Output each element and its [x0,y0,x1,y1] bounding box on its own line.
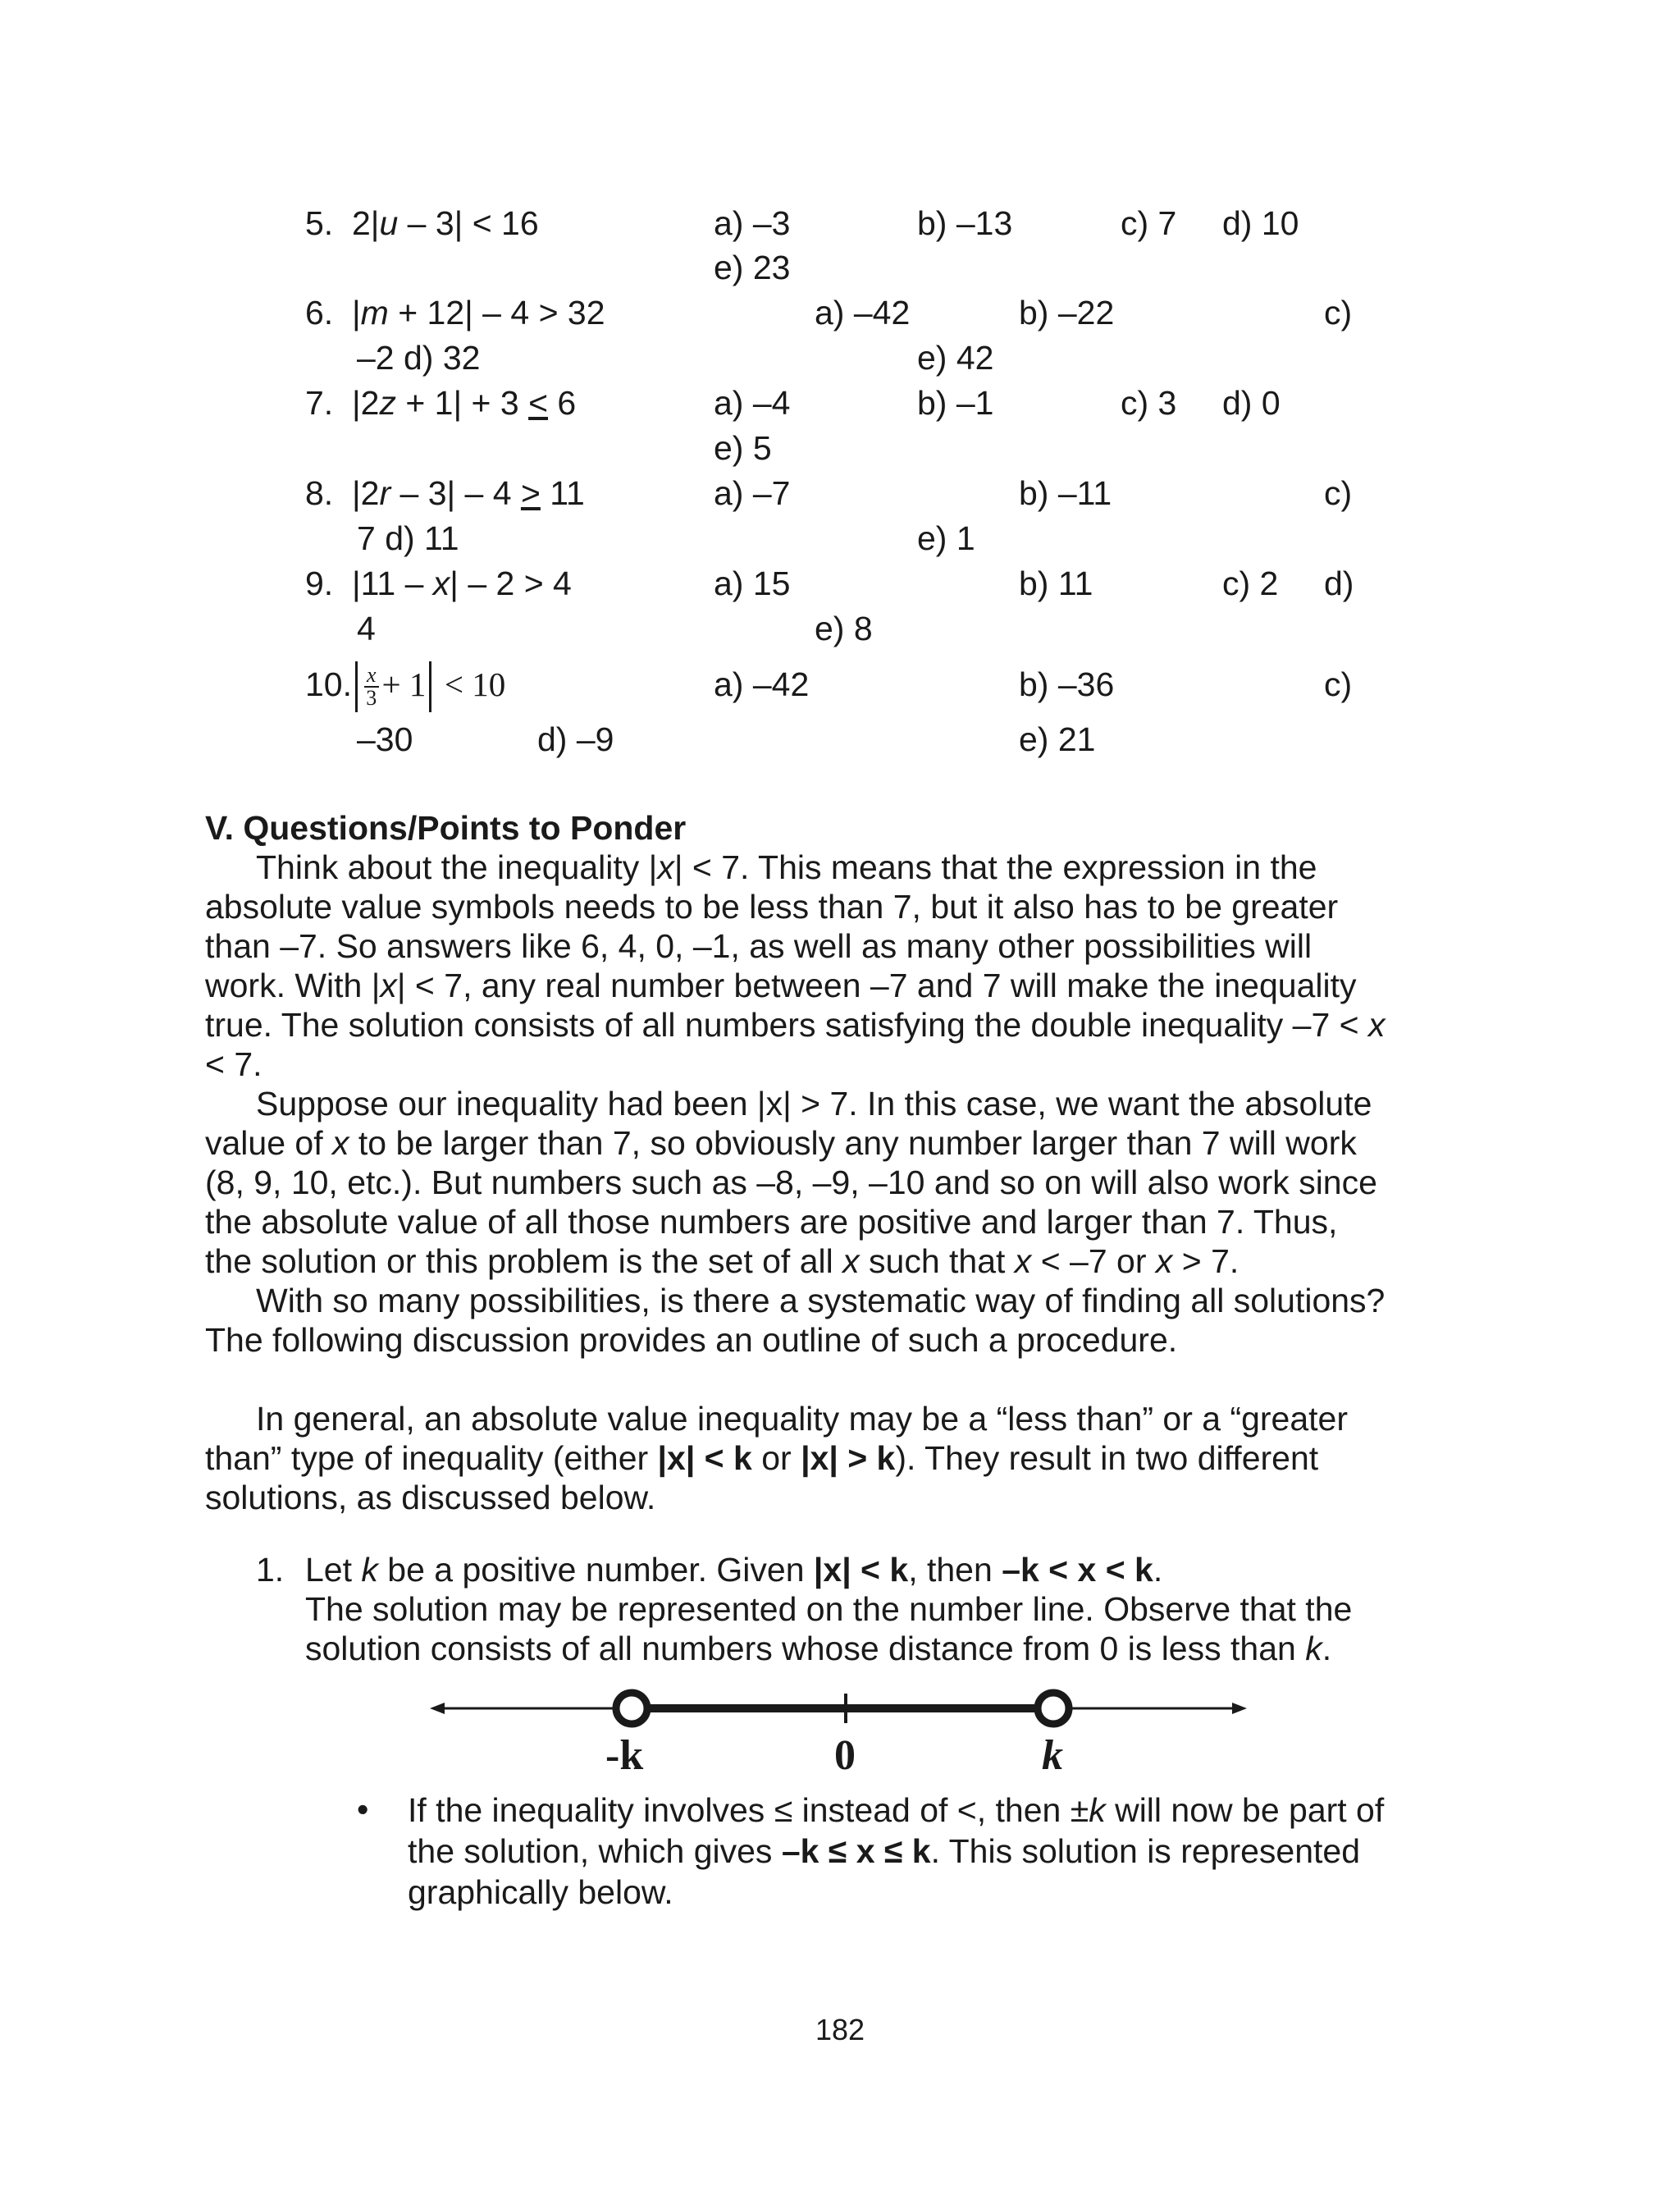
choice-e: e) 42 [917,339,994,377]
problem-5 [305,203,539,243]
fraction-plus: + 1 [381,665,427,703]
bold-expr: –k ≤ x ≤ k [781,1832,931,1870]
le-symbol: < [528,384,549,422]
text-run: be a positive number. Given [377,1551,814,1589]
choice-a: a) –4 [714,384,791,422]
bullet-item [408,1790,1392,1913]
problem-var: u [379,204,399,242]
problem-var: x [432,565,450,602]
text-run: In general, an absolute value inequality may be a “less than” or a “greater than” type of inequality (either [205,1400,1348,1477]
text-run: Let [305,1551,362,1589]
problem-expr-rest: – 3| – 4 [390,474,521,512]
problem-expr-rest: – 3| < 16 [398,204,539,242]
choice-e: e) 1 [917,519,975,557]
choice-a: a) 15 [714,565,791,602]
text-run: , then [908,1551,1002,1589]
choice-b: b) –1 [917,384,994,422]
problem-number: 10. [305,665,352,703]
var-x: x [1014,1242,1032,1280]
text-run: < –7 or [1031,1242,1156,1280]
problem-expr: |2 [352,384,380,422]
text-run: to be larger than 7, so obviously any number larger than 7 will work (8, 9, 10, etc.). But numbers such as –8, –9, –10 and so on will also work since the absolute value of all those numbers are positive and larger than 7. Thus, the solution or this problem is the set of all [205,1124,1377,1280]
choice-b: b) –13 [917,204,1013,242]
text-run: ). They result in two different solutions, as discussed below. [205,1439,1319,1516]
var-k: k [1089,1791,1106,1829]
ge-symbol: > [520,474,541,512]
text-run: . [1153,1551,1163,1589]
text-run: . [1322,1630,1332,1667]
paragraph-2 [205,1084,1386,1281]
paragraph-3: With so many possibilities, is there a systematic way of finding all solutions? The following discussion provides an outline of such a procedure. [205,1282,1386,1359]
open-circle-left [616,1693,647,1724]
text-run: Think about the inequality | [256,848,658,886]
spacer [205,1360,1386,1399]
choice-a: a) –42 [815,294,911,331]
var-k: k [1305,1630,1322,1667]
choice-c: c) [1324,294,1353,331]
choice-d: d) [1324,565,1354,602]
page-number: 182 [815,2013,865,2046]
problem-expr-tail: 11 [540,474,585,512]
problem-var: z [379,384,396,422]
problem-number: 9. [305,565,334,602]
problem-var: r [379,474,391,512]
problem-9 [305,564,572,603]
bullet-icon: • [357,1790,369,1828]
problem-10 [305,658,505,712]
problem-expr: 2| [352,204,380,242]
bold-expr: |x| > k [801,1439,896,1477]
problem-continuation: –30 [357,720,413,758]
choice-d: d) 10 [1222,204,1299,242]
fraction-numerator: x [364,665,379,688]
choice-b: b) –36 [1019,665,1115,703]
text-run: will now be part of the solution, which gives [408,1791,1385,1870]
text-run: | < 7, any real number between –7 and 7 will make the inequality true. The solution consists of all numbers satisfying the double inequality –7 < [205,967,1368,1044]
problem-expr: |11 – [352,565,433,602]
problem-expr-rest: < 10 [444,665,506,703]
var-x: x [1367,1006,1386,1044]
section-heading: V. Questions/Points to Ponder [205,809,687,847]
problem-var: m [360,294,389,331]
bold-expr: –k < x < k [1002,1551,1153,1589]
var-x: x [332,1124,349,1162]
choice-c: c) 3 [1121,384,1177,422]
text-run: | < 7. This means that the expression in the absolute value symbols needs to be less than 7, but it also has to be greater than –7. So answers like 6, 4, 0, –1, as well as many other possibilities will work. With | [205,848,1339,1004]
problem-expr-tail: 6 [548,384,577,422]
choice-c: c) 7 [1121,204,1177,242]
label-zero: 0 [834,1732,856,1779]
choice-d: d) –9 [537,720,614,758]
choice-e: e) 21 [1019,720,1096,758]
problem-continuation: 7 d) 11 [357,519,459,557]
var-x: x [842,1242,860,1280]
problem-7 [305,383,576,423]
abs-bar-right [429,661,431,712]
choice-b: b) –11 [1019,474,1112,512]
choice-c: c) [1324,474,1353,512]
arrow-right-icon [1232,1703,1247,1714]
text-run: If the inequality involves ≤ instead of <, then ± [408,1791,1089,1829]
choice-a: a) –7 [714,474,791,512]
problem-expr: |2 [352,474,380,512]
choice-c: c) 2 [1222,565,1279,602]
problem-expr-rest: + 12| – 4 > 32 [388,294,605,331]
open-circle-right [1038,1693,1069,1724]
choice-a: a) –42 [714,665,810,703]
choice-c: c) [1324,665,1353,703]
problem-continuation: –2 d) 32 [357,339,481,377]
list-number: 1. [256,1551,285,1589]
choice-d: d) 0 [1222,384,1281,422]
text-run: < 7. [205,1045,262,1083]
fraction [364,665,379,709]
bold-expr: |x| < k [657,1439,752,1477]
choice-e: e) 5 [714,429,772,467]
list-item-1 [305,1550,1388,1668]
choice-a: a) –3 [714,204,791,242]
abs-bar-left [355,661,358,712]
text-run: > 7. [1172,1242,1239,1280]
label-k: k [1042,1732,1063,1779]
problem-6 [305,293,605,332]
choice-b: b) 11 [1019,565,1093,602]
paragraph-1 [205,848,1386,1084]
fraction-denominator: 3 [366,686,377,711]
problem-expr: | [352,294,361,331]
problem-number: 6. [305,294,334,331]
choice-e: e) 8 [815,610,873,647]
var-x: x [657,848,674,886]
problem-number: 7. [305,384,334,422]
var-x: x [1155,1242,1173,1280]
choice-b: b) –22 [1019,294,1115,331]
text-run: Suppose our inequality had been |x| > 7. In this case, we want the absolute value of [205,1085,1372,1162]
arrow-left-icon [430,1703,445,1714]
problem-8 [305,473,585,513]
var-k: k [361,1551,378,1589]
var-x: x [380,967,397,1004]
problem-continuation: 4 [357,610,376,647]
paragraph-4 [205,1399,1386,1517]
problem-expr-rest: | – 2 > 4 [450,565,572,602]
choice-e: e) 23 [714,249,791,286]
text-run: The solution may be represented on the number line. Observe that the solution consists of all numbers whose distance from 0 is less than [305,1590,1353,1667]
label-neg-k: -k [605,1732,644,1779]
text-run: such that [859,1242,1015,1280]
problem-number: 5. [305,204,334,242]
text-run: . This solution is represented graphically below. [408,1832,1361,1911]
section-body [205,808,1386,1517]
bold-expr: |x| < k [813,1551,909,1589]
problem-expr-rest: + 1| + 3 [395,384,529,422]
problem-number: 8. [305,474,334,512]
text-run: or [751,1439,801,1477]
